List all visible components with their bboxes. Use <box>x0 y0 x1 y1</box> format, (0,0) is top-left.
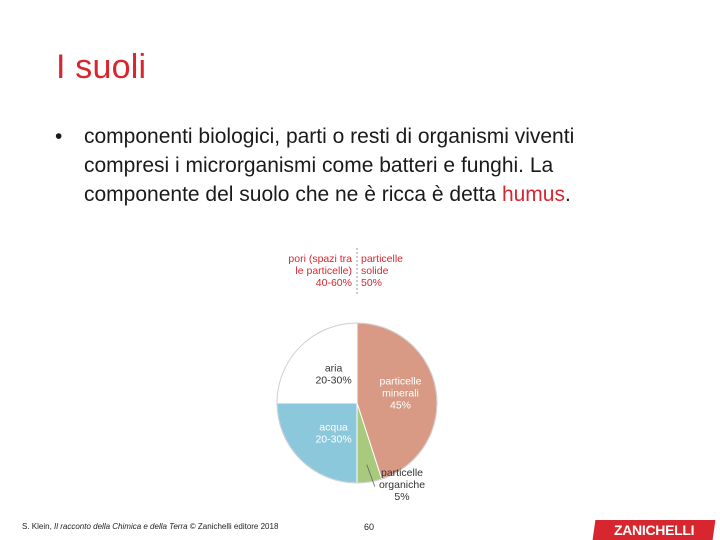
slide-title: I suoli <box>56 48 147 86</box>
slice-label-acqua-line-2: 20-30% <box>315 433 352 446</box>
footer-source-publisher: © Zanichelli editore 2018 <box>187 522 279 531</box>
soil-composition-pie-chart <box>262 248 462 508</box>
brand-label: ZANICHELLI <box>613 522 695 538</box>
bullet-body: componenti biologici, parti o resti di organismi viventi compresi i microrganismi come batteri e funghi. La componente del suolo che ne è ricca è detta <box>84 125 575 206</box>
slice-label-acqua <box>315 421 351 445</box>
header-pores-label-line-3: 40-60% <box>315 277 352 289</box>
slice-label-minerali-line-1: particelle <box>379 375 422 388</box>
slice-label-minerali-line-2: minerali <box>382 387 419 400</box>
slice-label-organiche-line-2: organiche <box>378 479 426 491</box>
header-solids-label-line-1: particelle <box>361 253 404 265</box>
header-solids-label-line-3: 50% <box>361 277 383 289</box>
header-solids-label <box>361 253 403 289</box>
header-pores-label <box>288 253 352 289</box>
footer-source <box>22 522 278 531</box>
page-number: 60 <box>364 522 375 532</box>
header-solids-label-line-2: solide <box>361 265 389 277</box>
slice-label-acqua-line-1: acqua <box>319 421 348 434</box>
footer-source-author: S. Klein, <box>22 522 55 531</box>
pie-slices <box>277 323 437 483</box>
slice-label-organiche-line-1: particelle <box>380 467 424 479</box>
bullet-item <box>55 122 635 209</box>
footer-source-title: Il racconto della Chimica e della Terra <box>54 522 188 531</box>
header-pores-label-line-1: pori (spazi tra <box>288 253 352 265</box>
slice-label-aria-line-2: 20-30% <box>315 374 352 387</box>
slice-label-minerali-line-3: 45% <box>389 399 412 412</box>
pie-slice-aria <box>277 323 357 403</box>
slice-label-organiche <box>379 467 425 503</box>
bullet-end: . <box>564 183 571 206</box>
bullet-text <box>84 122 635 209</box>
header-pores-label-line-2: le particelle) <box>295 265 352 277</box>
zanichelli-logo <box>593 520 716 540</box>
bullet-highlight-humus: humus <box>501 183 565 206</box>
slice-label-organiche-line-3: 5% <box>394 491 410 503</box>
bullet-dot: • <box>55 125 63 148</box>
slice-label-aria-line-1: aria <box>324 362 343 375</box>
